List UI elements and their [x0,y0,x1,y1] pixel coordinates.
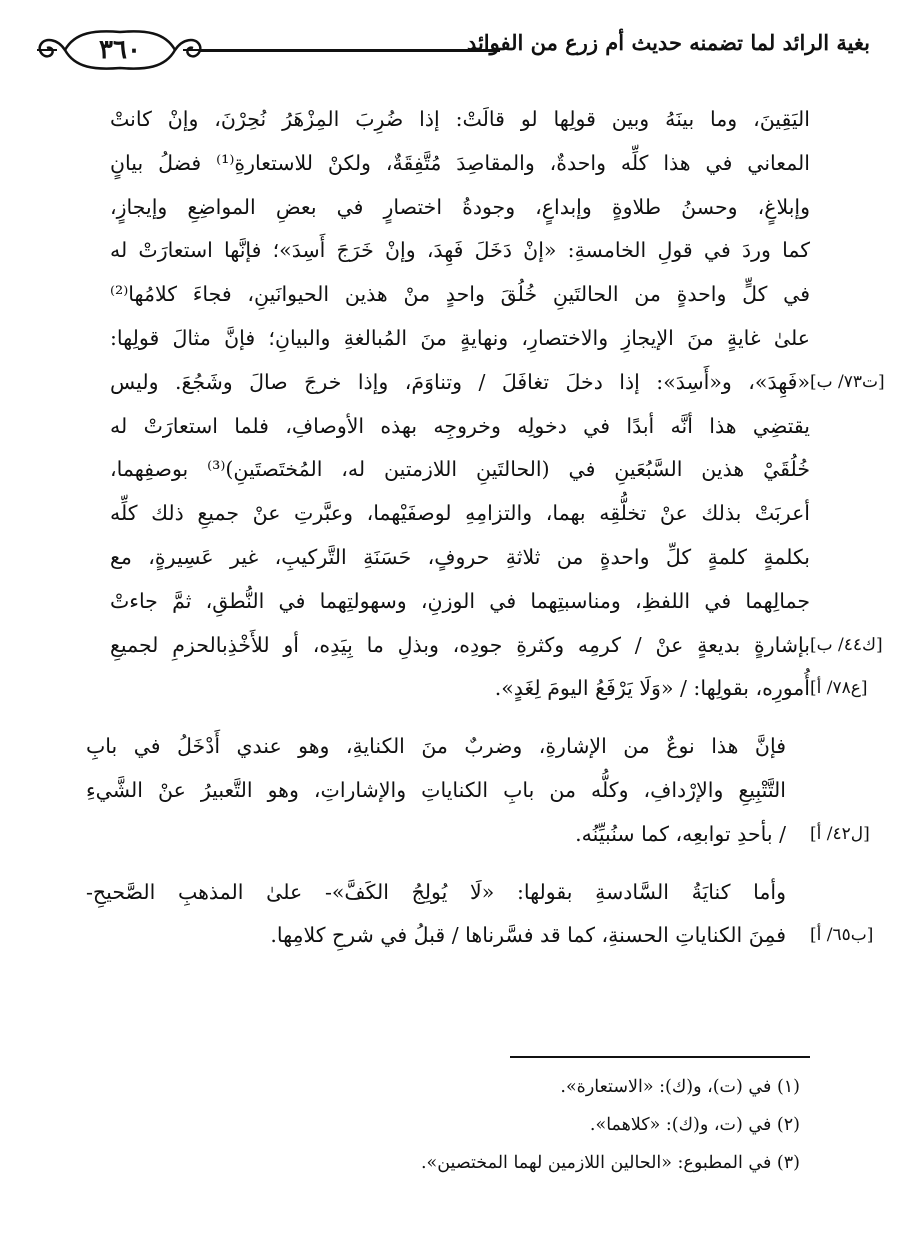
text-line [110,361,885,405]
manuscript-margin-reference: [ب٦٥/ أ] [810,925,874,946]
text-line [110,813,870,857]
page-header [0,22,910,76]
line-text: علىٰ غايةٍ منَ الإيجازِ والاختصارِ، ونهايةٍ منَ المُبالغةِ والبيانِ؛ فإنَّ مثالَ قولِها: [110,325,810,350]
line-text: بكلمةٍ كلمةٍ كلِّ واحدةٍ من ثلاثةِ حروفٍ، حَسَنَةِ التَّركيبِ، غير عَسِيرةٍ، مع [110,544,810,569]
line-text: / بأحدِ توابعِه، كما سنُبيِّنُه. [575,821,786,846]
main-text [86,98,885,958]
text-line [110,667,868,711]
footnotes [110,1068,810,1182]
line-text: أعربَتْ بذلك عنْ تخلُّقِه بهما، والتزامِهِ لوصفَيْهما، وعبَّرتِ عنْ جميعِ ذلك كلِّه [110,501,810,526]
paragraph [110,98,885,711]
line-text: فإنَّ هذا نوعٌ من الإشارةِ، وضربٌ منَ الكنايةِ، وهو عندي أَدْخَلُ في بابِ [86,734,786,759]
text-line [110,229,810,273]
text-line [110,186,810,230]
line-text: وأما كنايَةُ السَّادسةِ بقولها: «لَا يُولِجُ الكَفَّ»- علىٰ المذهبِ الصَّحيحِ- [86,879,786,904]
line-text: فمِنَ الكناياتِ الحسنةِ، كما قد فسَّرناها / قبلُ في شرحِ كلامِها. [270,923,786,948]
text-line [110,580,810,624]
line-text: كما وردَ في قولِ الخامسةِ: «إنْ دَخَلَ فَهِدَ، وإنْ خَرَجَ أَسِدَ»؛ فإنَّها استعارَتْ له [110,238,810,263]
text-line [86,871,810,915]
line-text: بإشارةٍ بديعةٍ عنْ / كرمِه وكثرةِ جودِه، وبذلِ ما بِيَدِه، أو للأَخْذِبالحزمِ لجميعِ [110,632,810,657]
text-line [110,273,810,317]
text-line [110,448,810,492]
line-text: يقتضِي هذا أنَّه أبدًا في دخولِه وخروجِه بهذه الأوصافِ، فلما استعارَتْ له [110,413,810,438]
page-number: ٣٦٠ [99,35,141,65]
running-title: بغية الرائد لما تضمنه حديث أم زرع من الفوائد [466,30,870,55]
text-line [110,536,810,580]
line-text: اليَقِينَ، وما بينَهُ وبين قولِها لو قالَتْ: إذا ضُرِبَ المِزْهَرُ نُحِرْنَ، وإنْ كانتْ [110,107,810,131]
text-line [86,725,810,769]
text-line [110,98,810,142]
footnote-separator [510,1056,810,1058]
footnote: (٣) في المطبوع: «الحالين اللازمين لهما المختصين». [420,1153,800,1173]
footnote: (١) في (ت)، و(ك): «الاستعارة». [560,1077,800,1097]
manuscript-margin-reference: [ك٤٤/ ب] [810,634,883,655]
line-text: خُلُقَيْ هذين السَّبُعَينِ في (الحالتَينِ اللازمتين له، المُختَصتَينِ)⁽³⁾ بوصفِهما، [110,457,810,482]
text-line [110,914,874,958]
text-line [110,317,810,361]
manuscript-margin-reference: [ت٧٣/ ب] [810,371,885,392]
manuscript-margin-reference: [ع٧٨/ أ] [810,678,868,699]
text-line [86,769,810,813]
paragraph [86,725,870,856]
line-text: جمالِهما في اللفظِ، ومناسبتِهما في الوزنِ، وسهولتِهما في النُّطقِ، ثمَّ جاءتْ [110,588,810,613]
line-text: «فَهِدَ»، و«أَسِدَ»: إذا دخلَ تغافَلَ / وتناوَمَ، وإذا خرجَ صالَ وشَجُعَ. وليس [110,369,810,394]
header-rule [200,49,500,52]
line-text: أُمورِه، بقولِها: / «وَلَا يَرْفَعُ اليومَ لِغَدٍ». [494,676,810,701]
text-line [110,142,810,186]
line-text: وإبلاغٍ، وحسنُ طلاوةٍ وإبداعٍ، وجودةُ اختصارٍ في بعضِ المواضِعِ وإيجازٍ، [110,194,810,219]
line-text: المعاني في هذا كلِّه واحدةٌ، والمقاصِدَ مُتَّفِقَةٌ، ولكنْ للاستعارةِ⁽¹⁾ فضلُ بيانٍ [110,150,810,175]
text-line [110,624,883,668]
footnote: (٢) في (ت، و(ك): «كلاهما». [589,1115,800,1135]
text-line [110,492,810,536]
line-text: التَّتْبِيعِ والإرْدافِ، وكلُّه من بابِ الكناياتِ والإشاراتِ، وهو التَّعبيرُ عنْ الشَّيءِ [86,777,786,802]
paragraph [86,871,874,959]
text-line [110,405,810,449]
line-text: في كلٍّ واحدةٍ من الحالتَينِ خُلُقَ واحدٍ منْ هذين الحيوانَينِ، فجاءَ كلامُها⁽²⁾ [110,282,810,307]
manuscript-margin-reference: [ل٤٢/ أ] [810,823,870,844]
